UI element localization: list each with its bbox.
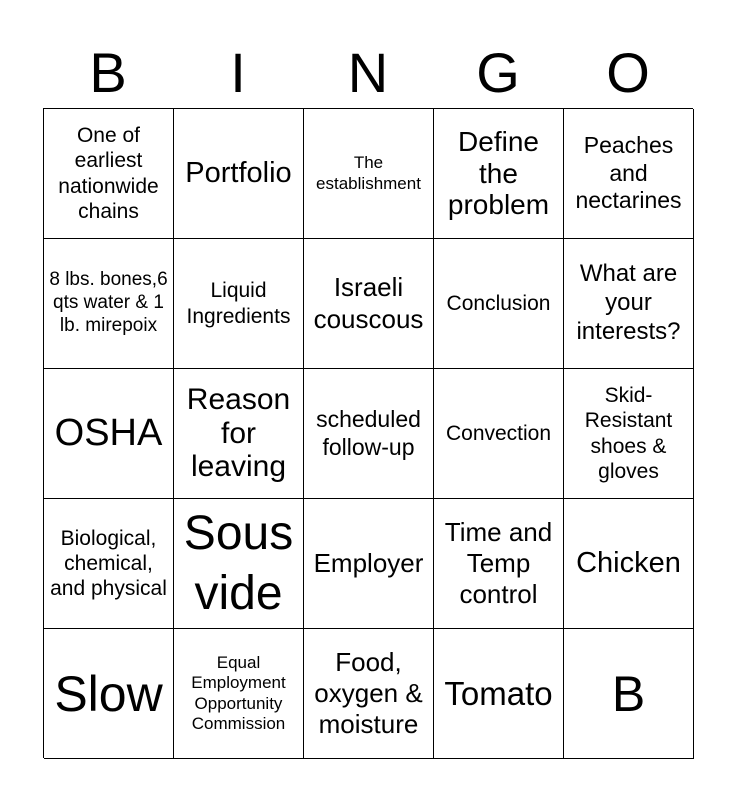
bingo-cell-r1-c2: Portfolio [174,109,304,239]
header-letter-g: G [476,41,520,104]
bingo-cell-r5-c1: Slow [44,629,174,759]
bingo-cell-r2-c5: What are your interests? [564,239,694,369]
bingo-board [43,108,693,758]
bingo-cell-r4-c2: Sous vide [174,499,304,629]
bingo-cell-r2-c3: Israeli couscous [304,239,434,369]
bingo-cell-r3-c1: OSHA [44,369,174,499]
bingo-cell-r1-c3: The establishment [304,109,434,239]
bingo-cell-r1-c5: Peaches and nectarines [564,109,694,239]
bingo-cell-r2-c4: Conclusion [434,239,564,369]
bingo-cell-r3-c2: Reason for leaving [174,369,304,499]
bingo-cell-r5-c4: Tomato [434,629,564,759]
header-letter-n: N [347,41,389,104]
bingo-cell-r4-c4: Time and Temp control [434,499,564,629]
bingo-cell-r4-c1: Biological, chemical, and physical [44,499,174,629]
bingo-cell-r5-c3: Food, oxygen & moisture [304,629,434,759]
bingo-cell-r1-c1: One of earliest nationwide chains [44,109,174,239]
bingo-cell-r4-c3: Employer [304,499,434,629]
bingo-cell-r5-c5: B [564,629,694,759]
header-letter-b: B [89,41,127,104]
bingo-cell-r3-c4: Convection [434,369,564,499]
bingo-cell-r3-c3: scheduled follow-up [304,369,434,499]
bingo-cell-r2-c2: Liquid Ingredients [174,239,304,369]
bingo-cell-r4-c5: Chicken [564,499,694,629]
bingo-cell-r5-c2: Equal Employment Opportunity Commission [174,629,304,759]
bingo-cell-r3-c5: Skid-Resistant shoes & gloves [564,369,694,499]
header-letter-i: I [230,41,246,104]
header-letter-o: O [606,41,650,104]
bingo-cell-r1-c4: Define the problem [434,109,564,239]
bingo-cell-r2-c1: 8 lbs. bones,6 qts water & 1 lb. mirepoix [44,239,174,369]
bingo-header [43,38,693,108]
